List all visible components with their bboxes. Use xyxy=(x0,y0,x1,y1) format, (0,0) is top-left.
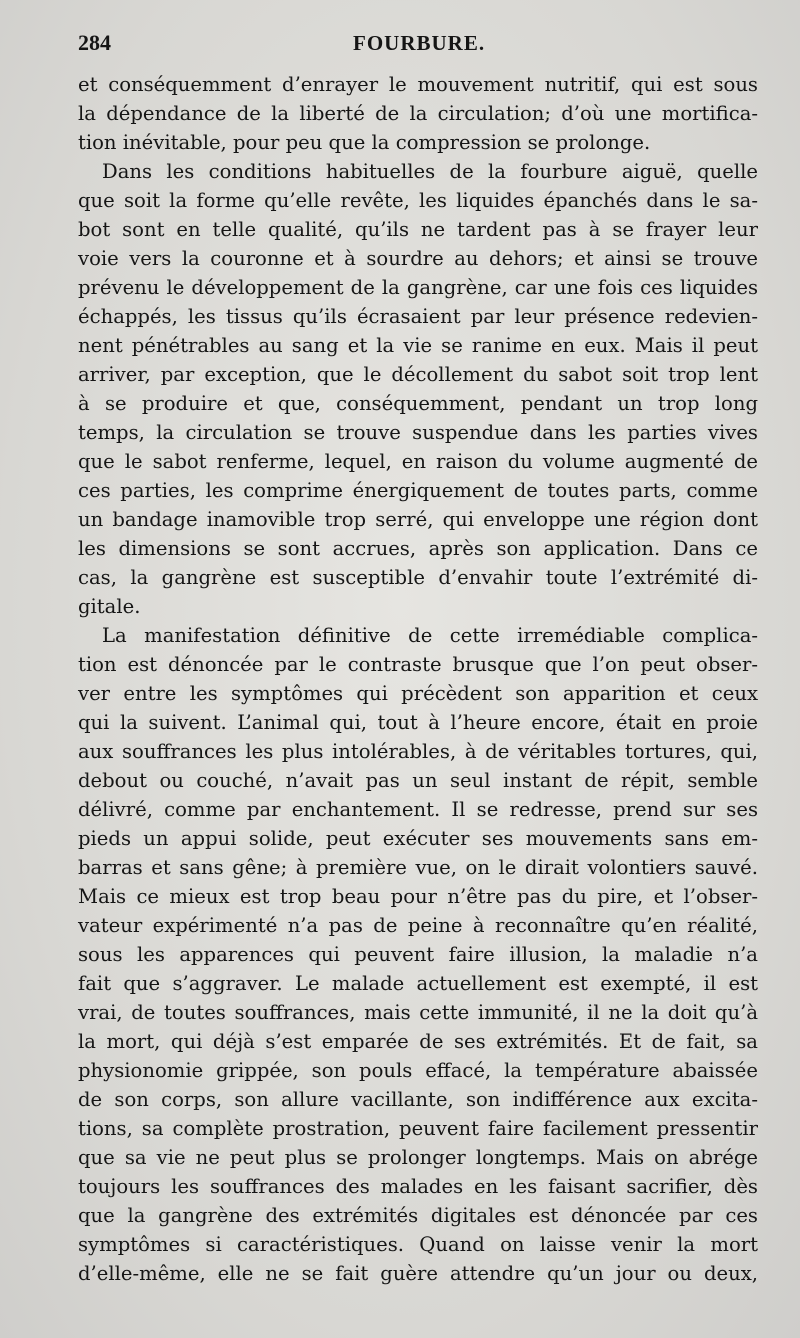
text-line: barras et sans gêne; à première vue, on le dirait volontiers sauvé. xyxy=(78,856,758,879)
text-line: la dépendance de la liberté de la circulation; d’où une mortifica- xyxy=(78,102,758,125)
text-line: échappés, les tissus qu’ils écrasaient par leur présence redevien- xyxy=(78,305,758,328)
text-line: ces parties, les comprime énergiquement de toutes parts, comme xyxy=(78,479,758,502)
text-line: que soit la forme qu’elle revête, les liquides épanchés dans le sa- xyxy=(78,189,758,212)
text-line: que le sabot renferme, lequel, en raison du volume augmenté de xyxy=(78,450,758,473)
text-line: délivré, comme par enchantement. Il se redresse, prend sur ses xyxy=(78,798,758,821)
text-line: toujours les souffrances des malades en les faisant sacrifier, dès xyxy=(78,1175,758,1198)
text-line: vrai, de toutes souffrances, mais cette immunité, il ne la doit qu’à xyxy=(78,1001,758,1024)
text-line: symptômes si caractéristiques. Quand on laisse venir la mort xyxy=(78,1233,758,1256)
text-line: tion inévitable, pour peu que la compression se prolonge. xyxy=(78,131,651,154)
text-line: d’elle-même, elle ne se fait guère attendre qu’un jour ou deux, xyxy=(78,1262,758,1285)
text-line: tions, sa complète prostration, peuvent faire facilement pressentir xyxy=(78,1117,758,1140)
text-line: arriver, par exception, que le décollement du sabot soit trop lent xyxy=(78,363,758,386)
text-line: de son corps, son allure vacillante, son indifférence aux excita- xyxy=(78,1088,758,1111)
text-line: debout ou couché, n’avait pas un seul instant de répit, semble xyxy=(78,769,758,792)
text-line: aux souffrances les plus intolérables, à de véritables tortures, qui, xyxy=(78,740,758,763)
text-line: la mort, qui déjà s’est emparée de ses extrémités. Et de fait, sa xyxy=(78,1030,758,1053)
text-line: qui la suivent. L’animal qui, tout à l’heure encore, était en proie xyxy=(78,711,758,734)
text-line: sous les apparences qui peuvent faire illusion, la maladie n’a xyxy=(78,943,758,966)
text-line: et conséquemment d’enrayer le mouvement nutritif, qui est sous xyxy=(78,73,758,96)
text-line: fait que s’aggraver. Le malade actuellement est exempté, il est xyxy=(78,972,758,995)
text-line: que la gangrène des extrémités digitales est dénoncée par ces xyxy=(78,1204,758,1227)
text-line: temps, la circulation se trouve suspendue dans les parties vives xyxy=(78,421,758,444)
text-line: pieds un appui solide, peut exécuter ses mouvements sans em- xyxy=(78,827,758,850)
text-line: cas, la gangrène est susceptible d’envahir toute l’extrémité di- xyxy=(78,566,758,589)
text-line: nent pénétrables au sang et la vie se ranime en eux. Mais il peut xyxy=(78,334,758,357)
text-line: que sa vie ne peut plus se prolonger longtemps. Mais on abrége xyxy=(78,1146,758,1169)
body-text xyxy=(78,70,758,1288)
text-line: un bandage inamovible trop serré, qui enveloppe une région dont xyxy=(78,508,758,531)
text-line: gitale. xyxy=(78,595,141,618)
text-line: Dans les conditions habituelles de la fourbure aiguë, quelle xyxy=(102,160,758,183)
text-line: les dimensions se sont accrues, après son application. Dans ce xyxy=(78,537,758,560)
text-line: tion est dénoncée par le contraste brusque que l’on peut obser- xyxy=(78,653,758,676)
page-number: 284 xyxy=(78,30,111,55)
text-line: voie vers la couronne et à sourdre au dehors; et ainsi se trouve xyxy=(78,247,758,270)
text-line: La manifestation définitive de cette irremédiable complica- xyxy=(102,624,758,647)
text-line: prévenu le développement de la gangrène, car une fois ces liquides xyxy=(78,276,758,299)
running-head: FOURBURE. xyxy=(353,31,486,55)
text-line: physionomie grippée, son pouls effacé, la température abaissée xyxy=(78,1059,758,1082)
text-line: Mais ce mieux est trop beau pour n’être pas du pire, et l’obser- xyxy=(78,885,758,908)
text-line: à se produire et que, conséquemment, pendant un trop long xyxy=(78,392,758,415)
text-line: ver entre les symptômes qui précèdent son apparition et ceux xyxy=(78,682,758,705)
page-header xyxy=(78,30,760,60)
text-line: bot sont en telle qualité, qu’ils ne tardent pas à se frayer leur xyxy=(78,218,758,241)
text-line: vateur expérimenté n’a pas de peine à reconnaître qu’en réalité, xyxy=(78,914,758,937)
